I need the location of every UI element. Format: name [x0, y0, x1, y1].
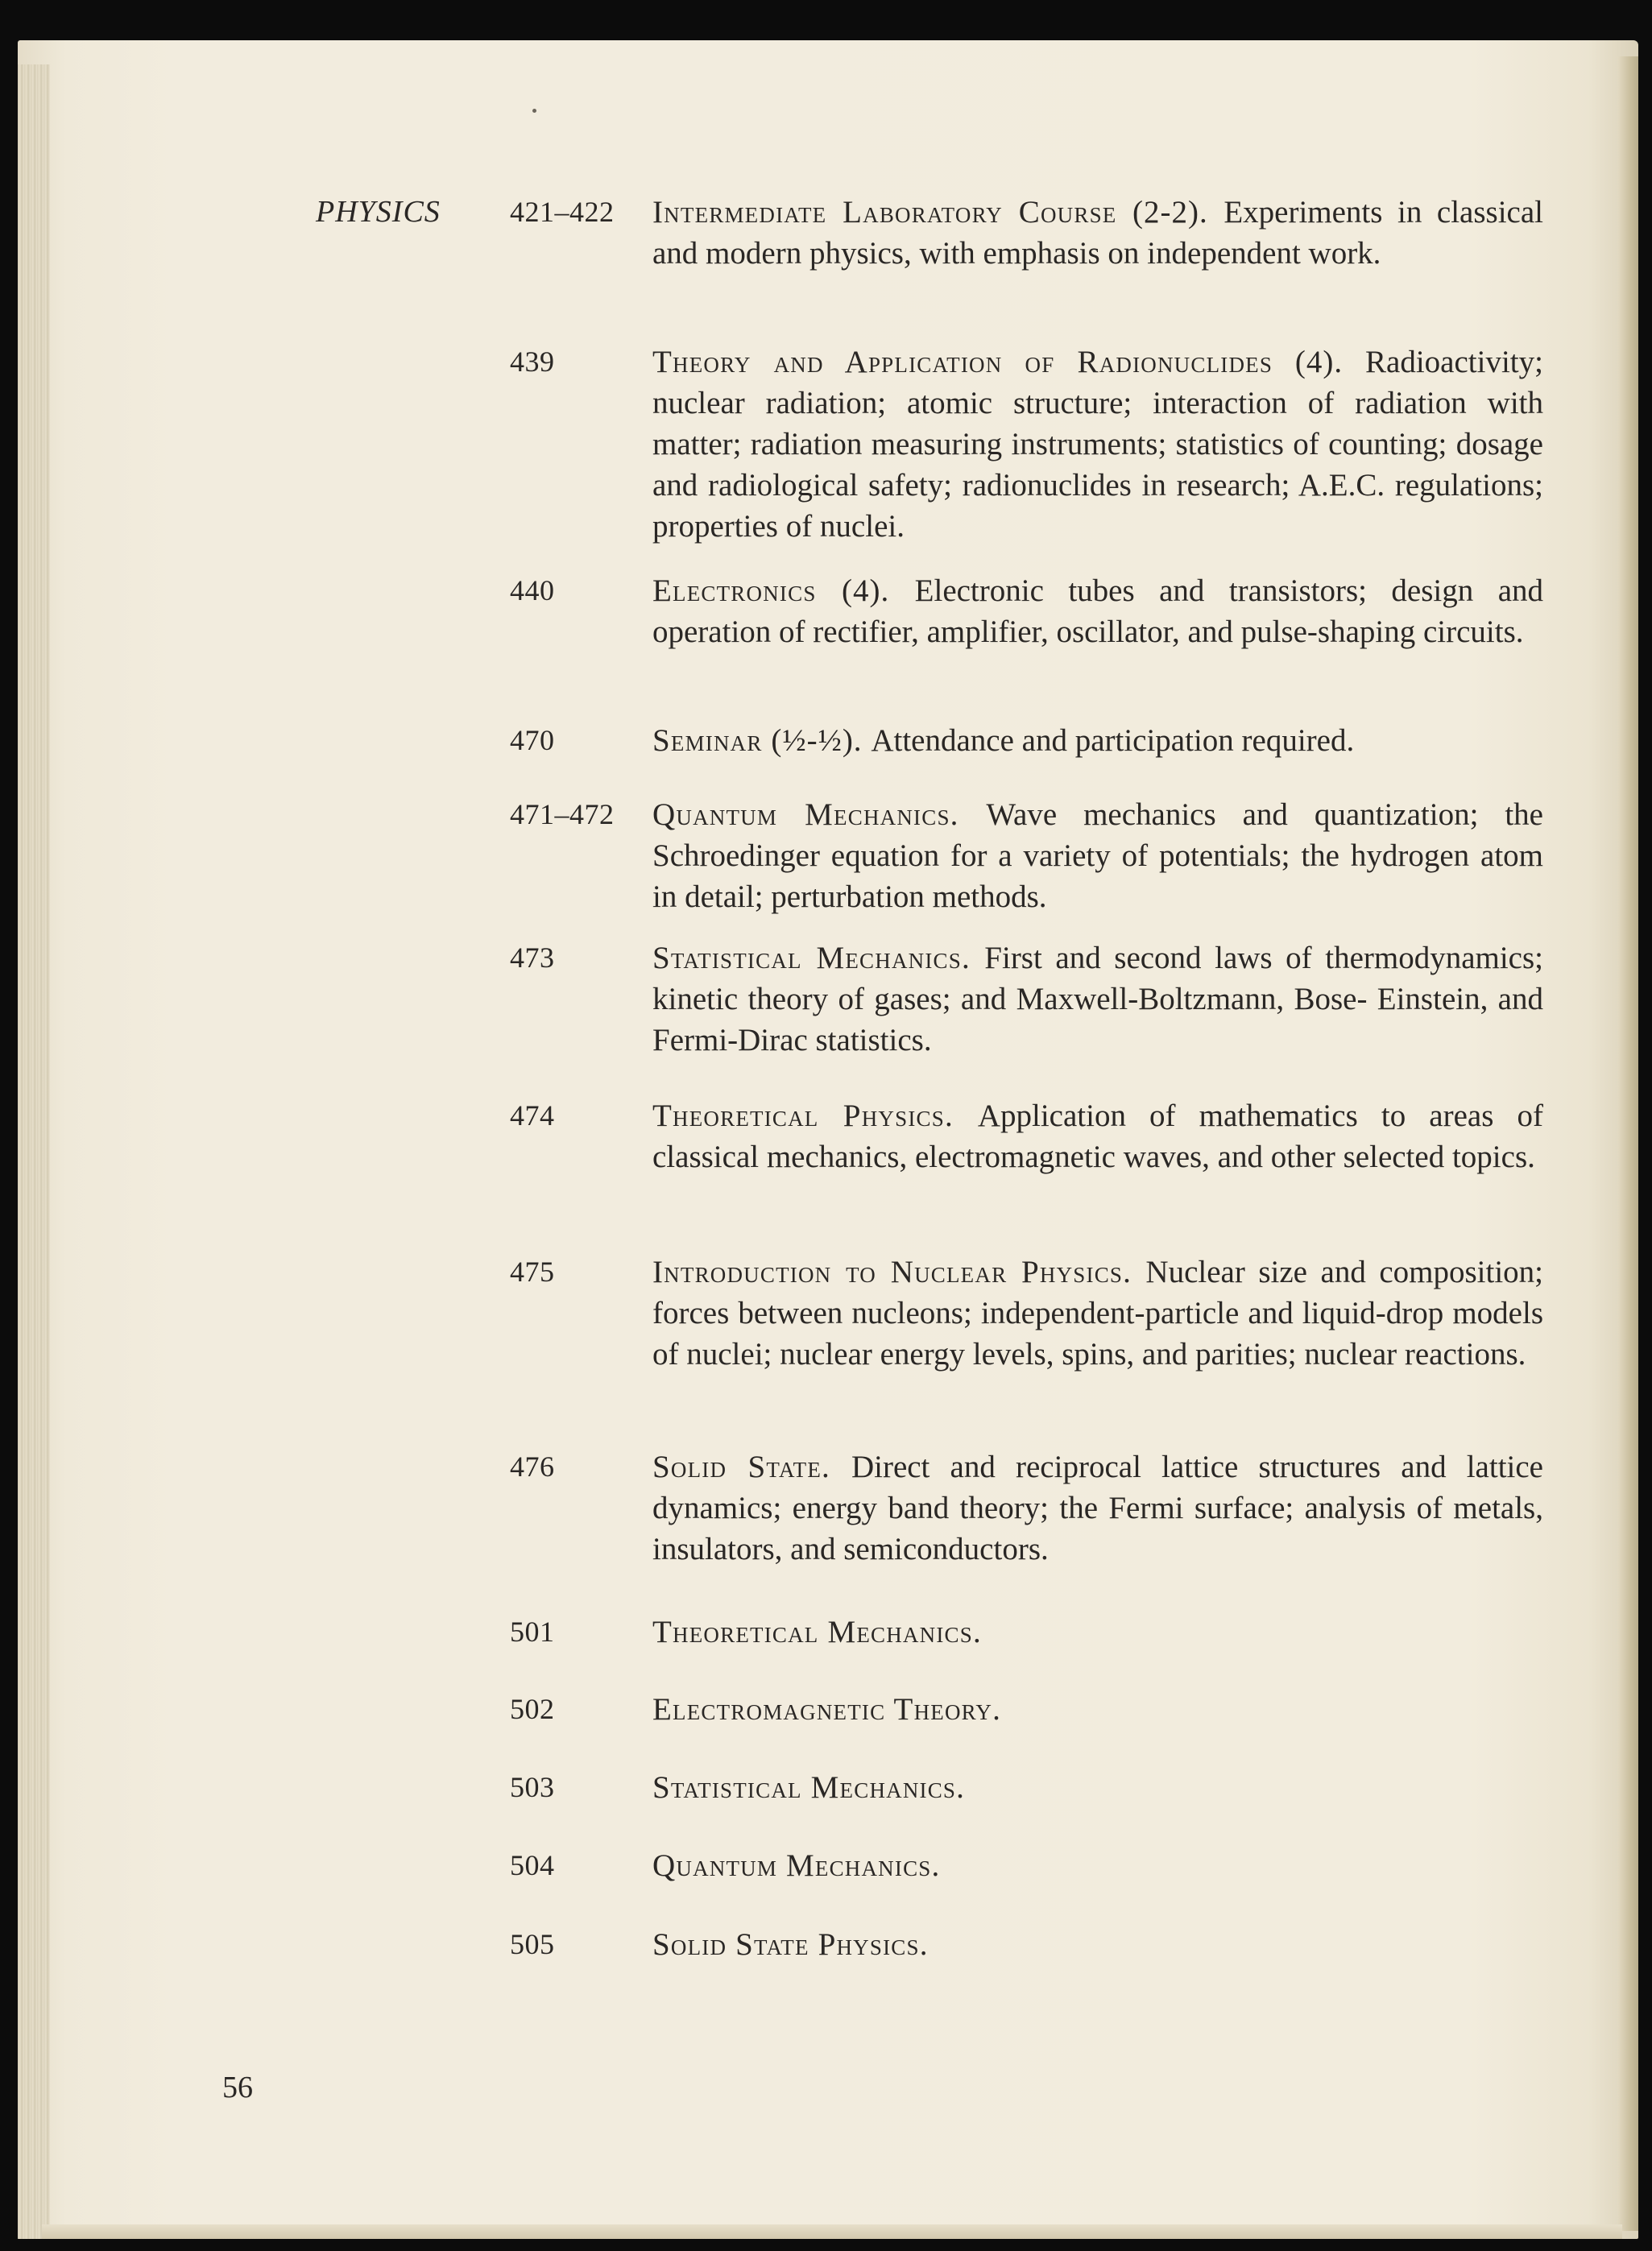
course-credit: . — [944, 1099, 978, 1133]
course-title: Solid State — [652, 1450, 822, 1484]
course-credit: (4). — [1273, 345, 1366, 379]
course-title: Statistical Mechanics — [652, 1770, 957, 1805]
course-number: 421–422 — [510, 196, 615, 228]
course-description-block — [652, 937, 1543, 1061]
course-number: 474 — [510, 1099, 555, 1132]
course-credit: (½-½). — [762, 723, 872, 758]
course-credit: . — [931, 1848, 941, 1883]
course-description-block — [652, 1845, 1543, 1886]
course-credit: . — [956, 1770, 965, 1805]
course-number: 475 — [510, 1256, 555, 1288]
course-description-block — [652, 1924, 1543, 1965]
course-description-block — [652, 1612, 1543, 1653]
course-description-block — [652, 192, 1543, 274]
course-number: 470 — [510, 724, 555, 756]
course-description-block — [652, 1252, 1543, 1375]
course-description-block — [652, 1095, 1543, 1177]
course-number: 440 — [510, 574, 555, 606]
course-description: First and second laws of thermodynamics; kinetic theory of gases; and Maxwell-Boltzmann, Bose- Einstein, and Fermi-Dirac statistics. — [652, 941, 1543, 1057]
gutter-shadow — [1617, 56, 1638, 2231]
course-credit: (4). — [816, 573, 915, 608]
course-description: Nuclear size and composition; forces between nucleons; independent-particle and liquid-drop models of nuclei; nuclear energy levels, spins, and parities; nuclear reactions. — [652, 1255, 1544, 1372]
course-number: 503 — [510, 1771, 555, 1803]
course-description: Electronic tubes and transistors; design and operation of rectifier, amplifier, oscillator, and pulse-shaping circuits. — [652, 573, 1544, 649]
course-credit: . — [822, 1450, 851, 1484]
course-number: 476 — [510, 1450, 555, 1483]
course-title: Electronics — [652, 573, 817, 608]
course-title: Theory and Application of Radionuclides — [652, 345, 1273, 379]
course-description: Wave mechanics and quantization; the Schroedinger equation for a variety of potentials; the hydrogen atom in detail; perturbation methods. — [652, 797, 1543, 914]
course-credit: . — [1123, 1255, 1146, 1289]
course-description: Experiments in classical and modern physics, with emphasis on independent work. — [652, 195, 1543, 271]
course-number: 439 — [510, 346, 555, 378]
course-number: 473 — [510, 941, 555, 974]
course-title: Statistical Mechanics — [652, 941, 962, 975]
course-description: Application of mathematics to areas of classical mechanics, electromagnetic waves, and other selected topics. — [652, 1099, 1543, 1174]
course-title: Quantum Mechanics — [652, 797, 950, 832]
course-title: Intermediate Laboratory Course — [652, 195, 1117, 230]
course-number: 505 — [510, 1928, 555, 1960]
course-description: Direct and reciprocal lattice structures and lattice dynamics; energy band theory; the Fermi surface; analysis of metals, insulators, and semiconductors. — [652, 1450, 1543, 1566]
course-title: Theoretical Mechanics — [652, 1615, 973, 1649]
course-number: 501 — [510, 1616, 555, 1648]
course-description: Attendance and participation required. — [871, 723, 1355, 758]
course-title: Quantum Mechanics — [652, 1848, 932, 1883]
page-number: 56 — [222, 2071, 253, 2104]
course-title: Electromagnetic Theory — [652, 1692, 993, 1727]
section-label: PHYSICS — [316, 195, 441, 229]
course-description-block — [652, 1689, 1543, 1730]
course-credit: . — [972, 1615, 982, 1649]
course-credit: . — [950, 797, 987, 832]
bottom-edge — [42, 2224, 1622, 2239]
course-description-block — [652, 794, 1543, 917]
course-credit: . — [992, 1692, 1001, 1727]
ink-speck — [532, 109, 536, 113]
course-description-block — [652, 570, 1543, 652]
course-description-block — [652, 1446, 1543, 1570]
course-number: 502 — [510, 1693, 555, 1725]
course-description-block — [652, 720, 1543, 761]
page-stack-edge — [18, 64, 50, 2239]
course-title: Solid State Physics — [652, 1927, 920, 1962]
course-description-block — [652, 341, 1543, 547]
course-credit: . — [919, 1927, 929, 1962]
course-title: Theoretical Physics — [652, 1099, 945, 1133]
course-number: 504 — [510, 1849, 555, 1881]
course-number: 471–472 — [510, 798, 615, 830]
course-title: Introduction to Nuclear Physics — [652, 1255, 1124, 1289]
course-credit: . — [961, 941, 985, 975]
course-title: Seminar — [652, 723, 763, 758]
course-credit: (2-2). — [1116, 195, 1224, 230]
course-description: Radioactivity; nuclear radiation; atomic structure; interaction of radiation with matter; radiation measuring instruments; statistics of counting; dosage and radiological safety; radionuclides in research; A.E.C. regulations; properties of nuclei. — [652, 345, 1543, 544]
course-description-block — [652, 1767, 1543, 1808]
